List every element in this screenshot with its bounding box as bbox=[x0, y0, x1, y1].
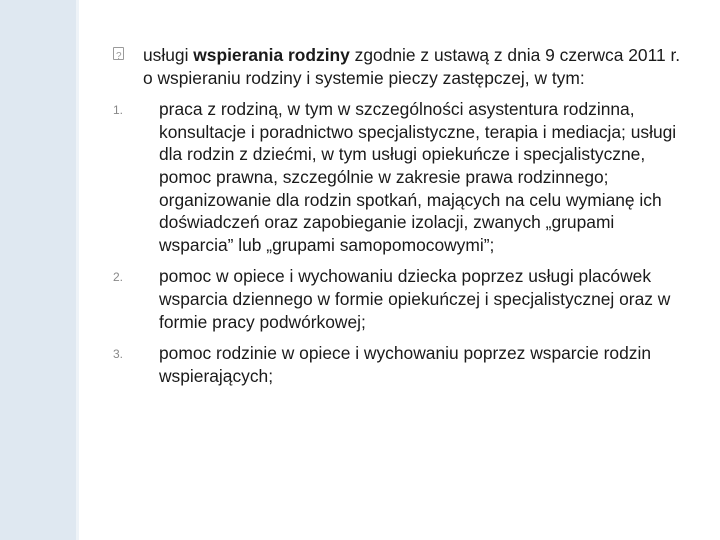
list-item-text: pomoc w opiece i wychowaniu dziecka poprzez usługi placówek wsparcia dziennego w formie opiekuńczej i specjalistycznej oraz w formie pracy podwórkowej; bbox=[159, 266, 671, 332]
list-item-text: praca z rodziną, w tym w szczególności asystentura rodzinna, konsultacje i poradnictwo specjalistyczne, terapia i mediacja; usługi dla rodzin z dziećmi, w tym usługi opiekuńcze i specjalistyczne, pomoc prawna, szczególnie w zakresie prawa rodzinnego; organizowanie dla rodzin spotkań, mających na celu wymianę ich doświadczeń oraz zapobieganie izolacji, zwanych „grupami wsparcia” lub „grupami samopomocowymi”; bbox=[159, 99, 677, 255]
left-band-edge bbox=[76, 0, 79, 540]
list-item bbox=[113, 342, 693, 387]
list-item-number: 3. bbox=[113, 347, 124, 362]
list-item-number: 2. bbox=[113, 270, 124, 285]
slide-content bbox=[113, 44, 693, 396]
list-item bbox=[113, 265, 693, 333]
list-item-number: 1. bbox=[113, 103, 124, 118]
numbered-list bbox=[113, 98, 693, 387]
intro-bold-term: wspierania rodziny bbox=[193, 45, 350, 65]
unrendered-glyph-icon bbox=[113, 47, 124, 60]
list-item-text: pomoc rodzinie w opiece i wychowaniu poprzez wsparcie rodzin wspierających; bbox=[159, 343, 652, 386]
intro-suffix: zgodnie z ustawą z dnia 9 czerwca 2011 r. o wspieraniu rodziny i systemie pieczy zastępczej, w tym: bbox=[143, 45, 681, 88]
list-item bbox=[113, 98, 693, 256]
intro-bullet bbox=[113, 44, 693, 89]
intro-prefix: usługi bbox=[143, 45, 194, 65]
left-decorative-band bbox=[0, 0, 78, 540]
